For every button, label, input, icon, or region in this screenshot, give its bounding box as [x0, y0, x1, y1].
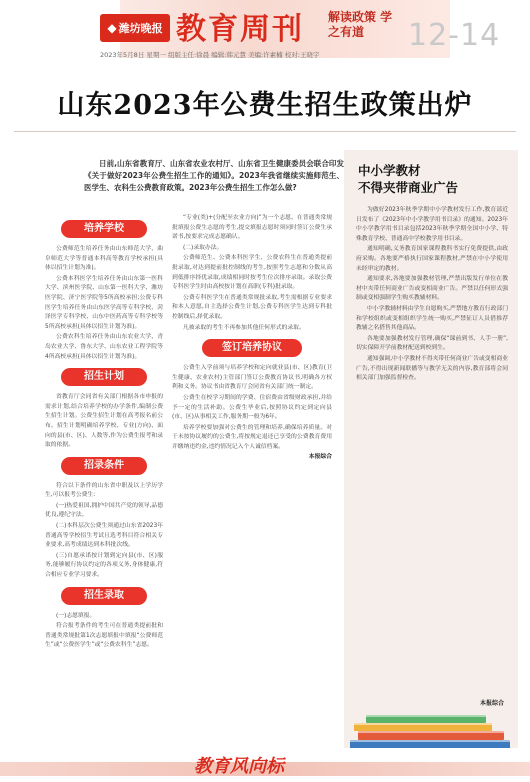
footer-brand: 教育风向标 — [194, 756, 284, 777]
paragraph: 公费生在校学习期间的学费、住宿费由省级财政承担,并给予一定的生活补助。公费生毕业后,按照协议约定到定向县(市、区)从事相关工作,服务期一般为6年。 — [172, 394, 332, 421]
sidebar-title — [358, 162, 458, 196]
paragraph: 公费专科医学生在普通类常规批录取,考生需根据专业要求和本人意愿,自主选择公费生计划,公费专科医学生达到专科批控制线后,择优录取。 — [172, 294, 332, 320]
sidebar-body — [356, 206, 508, 696]
sidebar-title-line-1: 中小学教材 — [358, 163, 421, 178]
paragraph: (二)本科层次公费生须通过山东省2023年普通高等学校招生考试且选考科目符合相关专业要求,高考成绩达到本科批次线。 — [45, 523, 163, 549]
paragraph: (二)录取办法。 — [183, 244, 223, 251]
page-footer — [0, 748, 530, 782]
issue-info-bar: 2023年5月8日 星期一 组版主任:徐晨 编辑:韩元慧 美编:许素楠 校对:王晓宇 — [100, 51, 320, 59]
article-column-2 — [172, 214, 332, 748]
section-heading-enrollment-plan: 招生计划 — [61, 368, 147, 386]
section-title: 教育周刊 — [176, 12, 304, 47]
sidebar-source: 本报综合 — [479, 700, 504, 707]
paragraph: 为做好2023年秋季学期中小学教材发行工作,教育部近日发布了《2023年中小学教学用书目录》的通知。2023年中小学教学用书目录包括2023年秋季学期全国中小学、特殊教育学校、普通高中学校教学用书目录。 — [356, 207, 508, 242]
section-heading-training-schools: 培养学校 — [61, 220, 147, 238]
section-heading-enrollment-admission: 招生录取 — [61, 587, 147, 605]
paragraph: (三)自愿承诺按计划到定向县(市、区)服务,能够履行协议约定的各项义务,身体健康,符合相应专业学习要求。 — [45, 552, 163, 579]
paragraph: 公费师范生、公费本科医学生、公费农科生在普通类提前批录取,对达到提前批控制线的考生,按照考生志愿和分数从高到低排序择优录取,成绩相同时按考生位次排序录取。录取公费专科医学生时由高校按计划在高职(专科)批录取。 — [172, 255, 332, 291]
article-source: 本报综合 — [308, 454, 332, 461]
paragraph: 公费师范生培养任务由山东师范大学、曲阜师范大学等普通本科高等教育学校承担(具体以招生计划为准)。 — [45, 246, 163, 272]
section-slogan: 解读政策 学之有道 — [328, 10, 393, 39]
paper-logo — [100, 14, 170, 42]
headline-block — [14, 84, 516, 132]
paper-logo-icon: ◆ — [107, 21, 117, 35]
paragraph: (一)志愿填报。 — [56, 612, 96, 619]
sidebar-title-line-2: 不得夹带商业广告 — [358, 180, 459, 195]
paragraph: 中小学教辅材料由学生自愿购买,严禁地方教育行政部门和学校组织或变相组织学生统一购买,严禁征订人员借推荐教辅之名搭售其他商品。 — [356, 305, 508, 332]
article-intro: 日前,山东省教育厅、山东省农业农村厅、山东省卫生健康委员会联合印发《关于做好2023年公费生招生工作的通知》。2023年我省继续实施师范生、医学生、农科生公费教育政策。2023年公费生招生工作怎么做? — [84, 159, 344, 192]
paragraph: 通知明确,义务教育国家课程教科书实行免费提供,由政府采购。各地要严格执行国家课程教材,严禁在中小学使用未经审定的教材。 — [356, 246, 508, 272]
paragraph: 通知强调,中小学教材不得夹带任何商业广告或变相商业广告,不得出现新闻联播等与教学无关的内容,教育部将会同相关部门加强监督检查。 — [356, 355, 508, 382]
paragraph: 培养学校要加强对公费生的管理和培养,确保培养质量。对于未按协议履约的公费生,将按规定退还已享受的公费教育费用并缴纳违约金,违约情况记入个人诚信档案。 — [172, 424, 332, 450]
paper-name: 潍坊晚报 — [118, 22, 163, 35]
article-column-1 — [45, 214, 163, 748]
paragraph: 公费农科生培养任务由山东农业大学、青岛农业大学、鲁东大学、山东农业工程学院等4所高校承担(具体以招生计划为准)。 — [45, 334, 163, 360]
section-heading-training-agreement: 签订培养协议 — [202, 339, 302, 357]
masthead — [0, 0, 530, 68]
page-range: 12-14 — [408, 18, 501, 53]
paragraph: 符合以下条件的山东省中职及以上学历学生,可以报考公费生: — [45, 482, 163, 499]
section-heading-admission-conditions: 招录条件 — [61, 457, 147, 475]
paragraph: 公费生入学前须与培养学校和定向就业县(市、区)教育(卫生健康、农业农村)主管部门签订公费教育协议书,明确各方权利和义务。协议书由省教育厅会同省有关部门统一制定。 — [172, 365, 332, 391]
sidebar-article — [344, 150, 518, 750]
paragraph: 公费本科医学生培养任务由山东第一医科大学、滨州医学院、山东第一医科大学、潍坊医学院、济宁医学院等5所高校承担;公费专科医学生培养任务由山东医学高等专科学校、菏泽医学专科学校、山东中医药高等专科学校等5所高校承担(具体以招生计划为准)。 — [45, 275, 163, 330]
page-title: 山东2023年公费生招生政策出炉 — [57, 90, 473, 121]
paragraph: 符合报考条件的考生可在普通类提前批和普通类常规批第1次志愿填报中填报“公费师范生”或“公费医学生”或“公费农科生”志愿。 — [45, 623, 163, 649]
paragraph: 省教育厅会同省有关部门根据各市申报的需求计划,结合培养学校的办学条件,编制公费生招生计划。公费生招生计划在高考报名前公布。招生计划明确培养学校、专业(方向)、面向的县(市、区)、人数等,作为公费生报考和录取的依据。 — [45, 394, 163, 449]
paragraph: 各地要加强教材发行管理,确保“课前到书、人手一册”,切实保障开学前教材配送到校到生。 — [356, 335, 508, 352]
paragraph: 凡被录取的考生不再参加其他任何形式的录取。 — [183, 324, 305, 331]
paragraph: (一)热爱祖国,拥护中国共产党的领导,品德优良,遵纪守法。 — [45, 502, 163, 519]
paragraph: “专业(类)+(分配至农业方向)”为一个志愿。在普通类常规批填报公费生志愿的考生,提交填报志愿时须同时签订公费生承诺书,按要求完成志愿确认。 — [172, 215, 332, 241]
paragraph: 通知要求,各地要加强教材管理,严禁出版发行单位在教材中夹带任何商业广告或变相商业广告。严禁以任何形式强制或变相强制学生购买教辅材料。 — [356, 276, 508, 302]
